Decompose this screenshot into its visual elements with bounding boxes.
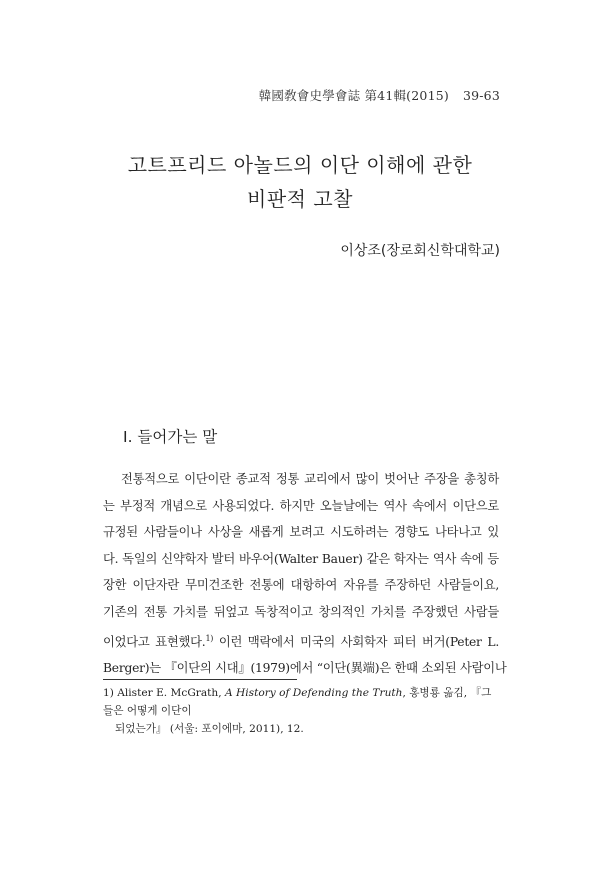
article-title-line-1: 고트프리드 아놀드의 이단 이해에 관한	[127, 153, 473, 177]
footnote-book-title: A History of Defending the Truth	[225, 687, 403, 699]
footnote-citation: , 홍병룡 옮김, 『그들은 어떻게 이단이	[103, 687, 492, 717]
section-heading: Ⅰ. 들어가는 말	[123, 428, 218, 446]
journal-name: 韓國敎會史學會誌 第41輯(2015)	[258, 88, 449, 103]
body-text-segment: 이런 맥락에서 미국의 사회학자 피터 버거(Peter L.	[218, 634, 499, 649]
footnote-number: 1)	[103, 687, 114, 699]
author-affiliation: 이상조(장로회신학대학교)	[340, 243, 500, 259]
footnote-author: Alister E. McGrath,	[117, 687, 222, 699]
body-line: 기존의 전통 가치를 뒤엎고 독창적이고 창의적인 가치를 주장했던 사람들	[103, 604, 499, 619]
body-line: 전통적으로 이단이란 종교적 정통 교리에서 많이 벗어난 주장을 총칭하	[121, 472, 499, 486]
article-title-line-2: 비판적 고찰	[247, 187, 353, 211]
footnote-divider	[103, 679, 297, 680]
body-line: 장한 이단자란 무미건조한 전통에 대항하여 자유를 주장하던 사람들이요,	[103, 578, 499, 593]
body-line: 는 부정적 개념으로 사용되었다. 하지만 오늘날에는 역사 속에서 이단으로	[103, 498, 499, 513]
body-line: 다. 독일의 신약학자 발터 바우어(Walter Bauer) 같은 학자는 역사 속에 등	[103, 551, 499, 566]
body-line-with-footnote	[103, 626, 499, 656]
article-title	[0, 148, 600, 216]
body-line: 규정된 사람들이나 사상을 새롭게 보려고 시도하려는 경향도 나타나고 있	[103, 525, 499, 540]
footnote-reference[interactable]: 1)	[205, 633, 214, 643]
body-text-segment: 이었다고 표현했다.	[103, 634, 206, 649]
running-header	[259, 86, 500, 104]
body-line: Berger)는 『이단의 시대』(1979)에서 “이단(異端)은 한때 소외된 사람이나	[103, 661, 507, 676]
footnote-continuation: 되었는가』 (서울: 포이에마, 2011), 12.	[115, 723, 304, 735]
page-range: 39-63	[462, 88, 500, 103]
footnote	[103, 684, 499, 738]
body-paragraph	[103, 466, 507, 682]
